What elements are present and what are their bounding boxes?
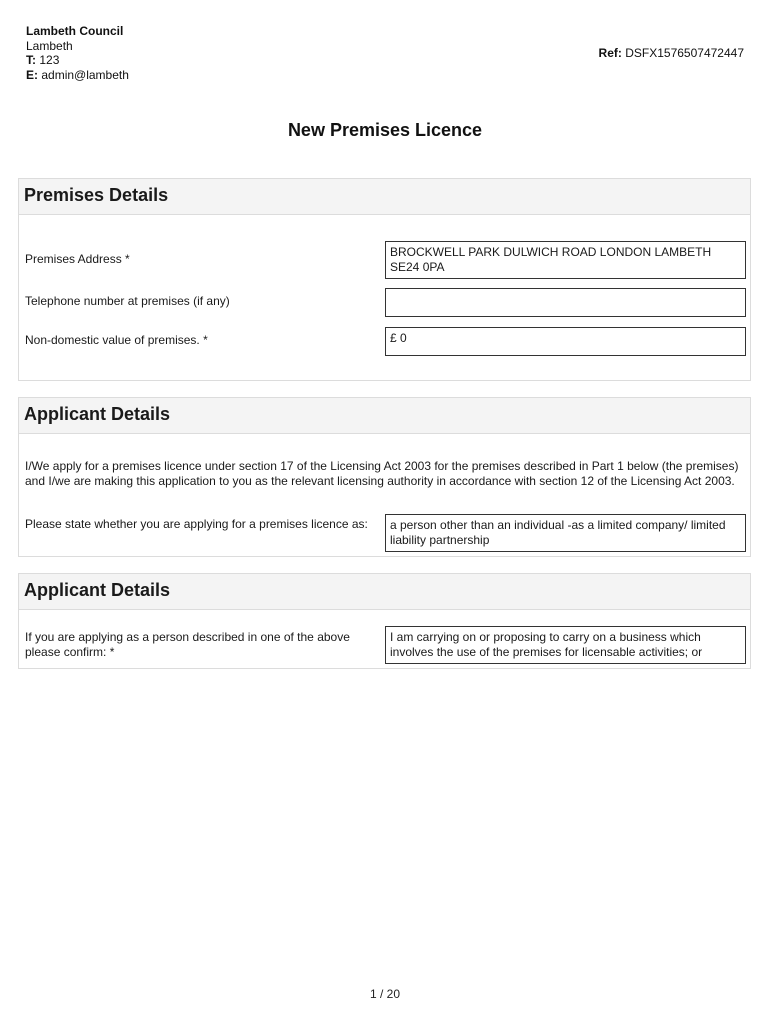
- document-title: New Premises Licence: [287, 120, 483, 140]
- telephone-label: T:: [26, 53, 36, 67]
- email-label: E:: [26, 67, 38, 82]
- organisation-name: Lambeth Council: [26, 24, 124, 38]
- applicant-confirmation-section: [18, 573, 751, 669]
- applying-as-field[interactable]: a person other than an individual -as a limited company/ limited liability partnership: [385, 514, 746, 552]
- section-heading: Applicant Details: [19, 574, 750, 610]
- premises-address-field[interactable]: BROCKWELL PARK DULWICH ROAD LONDON LAMBETH SE24 0PA: [385, 241, 746, 279]
- page-indicator: 1 / 20: [369, 987, 401, 1001]
- section-heading: Premises Details: [19, 179, 750, 215]
- non-domestic-value-field[interactable]: £ 0: [385, 327, 746, 356]
- premises-details-section: [18, 178, 751, 381]
- telephone-line: [26, 53, 129, 68]
- organisation-block: [26, 24, 129, 82]
- reference-label: Ref:: [598, 46, 622, 60]
- premises-telephone-field[interactable]: [385, 288, 746, 317]
- reference-value: DSFX1576507472447: [625, 46, 744, 60]
- non-domestic-value-label: Non-domestic value of premises. *: [25, 333, 208, 347]
- application-statement: I/We apply for a premises licence under section 17 of the Licensing Act 2003 for the premises described in Part 1 below (the premises) and I/we are making this application to you as the relevant licensing authority in accordance with section 12 of the Licensing Act 2003.: [25, 459, 739, 488]
- applicant-details-section: [18, 397, 751, 557]
- email-value: admin@lambeth: [41, 67, 129, 82]
- applying-as-label: Please state whether you are applying for a premises licence as:: [25, 517, 368, 531]
- email-line: [26, 68, 129, 83]
- premises-telephone-label: Telephone number at premises (if any): [25, 294, 230, 308]
- section-heading: Applicant Details: [19, 398, 750, 434]
- organisation-location: Lambeth: [26, 38, 73, 53]
- premises-address-label: Premises Address *: [25, 252, 130, 266]
- reference-line: [599, 46, 744, 60]
- applicant-confirm-label: If you are applying as a person described in one of the above please confirm: *: [25, 630, 350, 659]
- telephone-value: 123: [39, 53, 60, 67]
- applicant-confirm-field[interactable]: I am carrying on or proposing to carry on a business which involves the use of the premises for licensable activities; or: [385, 626, 746, 664]
